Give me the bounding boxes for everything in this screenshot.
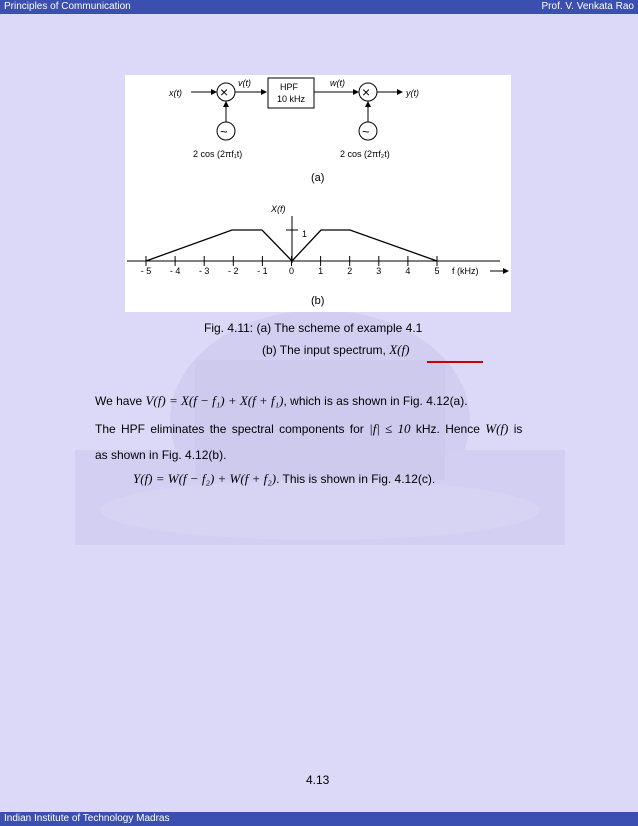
tick-label: 5	[434, 266, 440, 276]
block-diagram	[168, 78, 419, 184]
tick-label: 0	[288, 266, 295, 276]
tick-label: - 5	[140, 266, 152, 276]
w-label: w(t)	[330, 78, 345, 88]
caption-line-2	[262, 342, 409, 358]
caption-line-2-text: (b) The input spectrum,	[262, 343, 386, 357]
paragraph-line-4	[133, 471, 435, 487]
figure-4-11	[125, 75, 511, 312]
spectrum-ylabel: X(f)	[271, 204, 286, 214]
inequality: |f| ≤ 10	[369, 421, 411, 436]
subfig-b-label: (b)	[311, 295, 325, 307]
footer-bar	[0, 812, 638, 826]
red-underline	[427, 361, 483, 363]
tick-label: 4	[405, 266, 411, 276]
text-span: kHz. Hence	[415, 422, 480, 436]
institute-name: Indian Institute of Technology Madras	[4, 813, 170, 824]
paragraph-line-3: as shown in Fig. 4.12(b).	[95, 448, 227, 462]
tick-label: - 3	[198, 266, 210, 276]
hpf-label: HPF	[280, 82, 298, 92]
tick-label: 3	[376, 266, 382, 276]
author-name: Prof. V. Venkata Rao	[541, 1, 634, 12]
oscillator-2-label: 2 cos (2πf₂t)	[340, 149, 390, 159]
text-span: , which is as shown in Fig. 4.12(a).	[283, 394, 468, 408]
caption-line-2-math: X(f)	[389, 342, 410, 357]
page-number: 4.13	[306, 773, 330, 787]
equation-v: V(f) = X(f − f₁) + X(f + f₁)	[145, 393, 284, 408]
tick-label: - 4	[169, 266, 181, 276]
v-label: v(t)	[238, 78, 251, 88]
text-span: is	[513, 422, 523, 436]
spectrum-peak-label: 1	[302, 229, 308, 239]
spectrum-plot	[127, 204, 509, 307]
header-bar	[0, 0, 638, 14]
caption-line-1: Fig. 4.11: (a) The scheme of example 4.1	[204, 321, 423, 335]
sine-icon: ~	[220, 124, 228, 139]
course-title: Principles of Communication	[4, 1, 131, 12]
y-output-label: y(t)	[406, 88, 419, 98]
tick-label: - 2	[228, 266, 239, 276]
tick-label: - 1	[257, 266, 268, 276]
x-input-label: x(t)	[169, 88, 182, 98]
paragraph-line-2	[95, 421, 522, 437]
oscillator-1-label: 2 cos (2πf₁t)	[193, 149, 243, 159]
text-span: . This is shown in Fig. 4.12(c).	[276, 472, 436, 486]
spectrum-xlabel: f (kHz)	[452, 266, 479, 276]
multiply-icon: ×	[362, 84, 371, 100]
hpf-cutoff: 10 kHz	[277, 94, 306, 104]
subfig-a-label: (a)	[311, 172, 325, 184]
text-span: The HPF eliminates the spectral components for	[95, 422, 364, 436]
sine-icon: ~	[362, 124, 370, 139]
paragraph-line-1	[95, 393, 468, 409]
tick-label: 2	[347, 266, 353, 276]
text-span: We have	[95, 394, 143, 408]
equation-w: W(f)	[485, 421, 509, 436]
equation-y: Y(f) = W(f − f₂) + W(f + f₂)	[133, 471, 277, 486]
multiply-icon: ×	[220, 84, 229, 100]
tick-label: 1	[318, 266, 324, 276]
